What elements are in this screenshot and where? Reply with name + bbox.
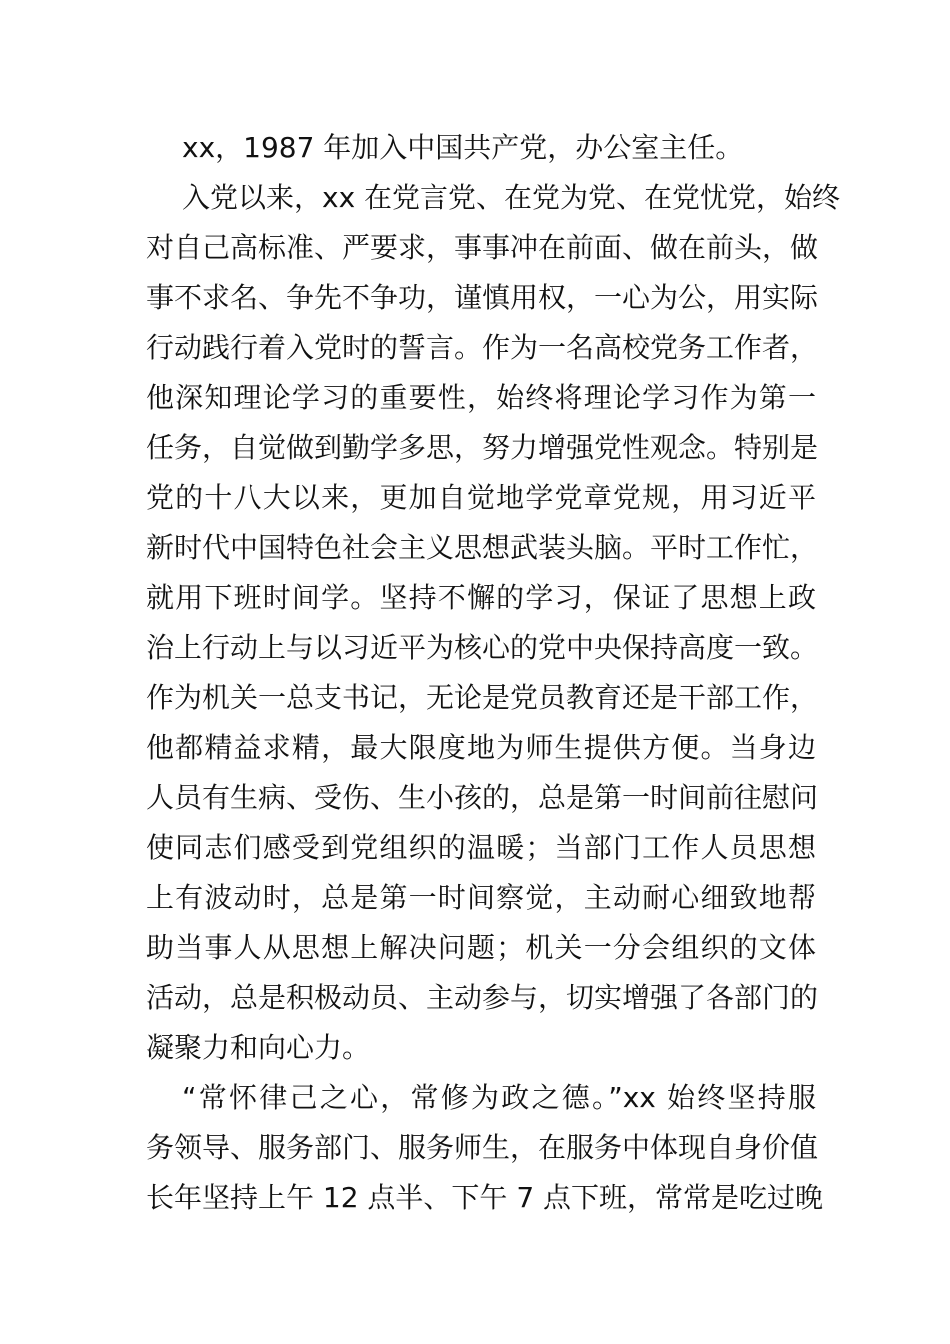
paragraph-2-line-2: 对自己高标准、严要求，事事冲在前面、做在前头，做 [146, 231, 819, 264]
paragraph-3-line-3: 长年坚持上午 12 点半、下午 7 点下班，常常是吃过晚 [146, 1181, 824, 1214]
paragraph-2-line-10: 治上行动上与以习近平为核心的党中央保持高度一致。 [146, 631, 819, 664]
paragraph-2-line-1: 入党以来，xx 在党言党、在党为党、在党忧党，始终 [182, 181, 841, 214]
document-body [146, 123, 841, 1223]
paragraph-2-line-9: 就用下班时间学。坚持不懈的学习，保证了思想上政 [146, 581, 816, 614]
paragraph-2-line-13: 人员有生病、受伤、生小孩的，总是第一时间前往慰问 [146, 781, 819, 814]
paragraph-2-line-14: 使同志们感受到党组织的温暖；当部门工作人员思想 [146, 831, 816, 864]
paragraph-1-line-1: xx，1987 年加入中国共产党，办公室主任。 [182, 131, 744, 164]
paragraph-2-line-11: 作为机关一总支书记，无论是党员教育还是干部工作， [146, 681, 819, 714]
paragraph-2-line-8: 新时代中国特色社会主义思想武装头脑。平时工作忙， [146, 531, 819, 564]
paragraph-2-line-4: 行动践行着入党时的誓言。作为一名高校党务工作者， [146, 331, 819, 364]
paragraph-2-line-6: 任务，自觉做到勤学多思，努力增强党性观念。特别是 [146, 431, 819, 464]
paragraph-2-line-3: 事不求名、争先不争功，谨慎用权，一心为公，用实际 [146, 281, 819, 314]
paragraph-2-line-17: 活动，总是积极动员、主动参与，切实增强了各部门的 [146, 981, 819, 1014]
paragraph-2-line-5: 他深知理论学习的重要性，始终将理论学习作为第一 [146, 381, 816, 414]
paragraph-2-line-7: 党的十八大以来，更加自觉地学党章党规，用习近平 [146, 481, 816, 514]
paragraph-2-line-16: 助当事人从思想上解决问题；机关一分会组织的文体 [146, 931, 816, 964]
paragraph-3-line-2: 务领导、服务部门、服务师生，在服务中体现自身价值 [146, 1131, 819, 1164]
paragraph-2-line-15: 上有波动时，总是第一时间察觉，主动耐心细致地帮 [146, 881, 816, 914]
paragraph-3-line-1: “常怀律己之心，常修为政之德。”xx 始终坚持服 [182, 1081, 816, 1114]
paragraph-2-line-12: 他都精益求精，最大限度地为师生提供方便。当身边 [146, 731, 816, 764]
paragraph-2-line-18: 凝聚力和向心力。 [146, 1031, 371, 1064]
